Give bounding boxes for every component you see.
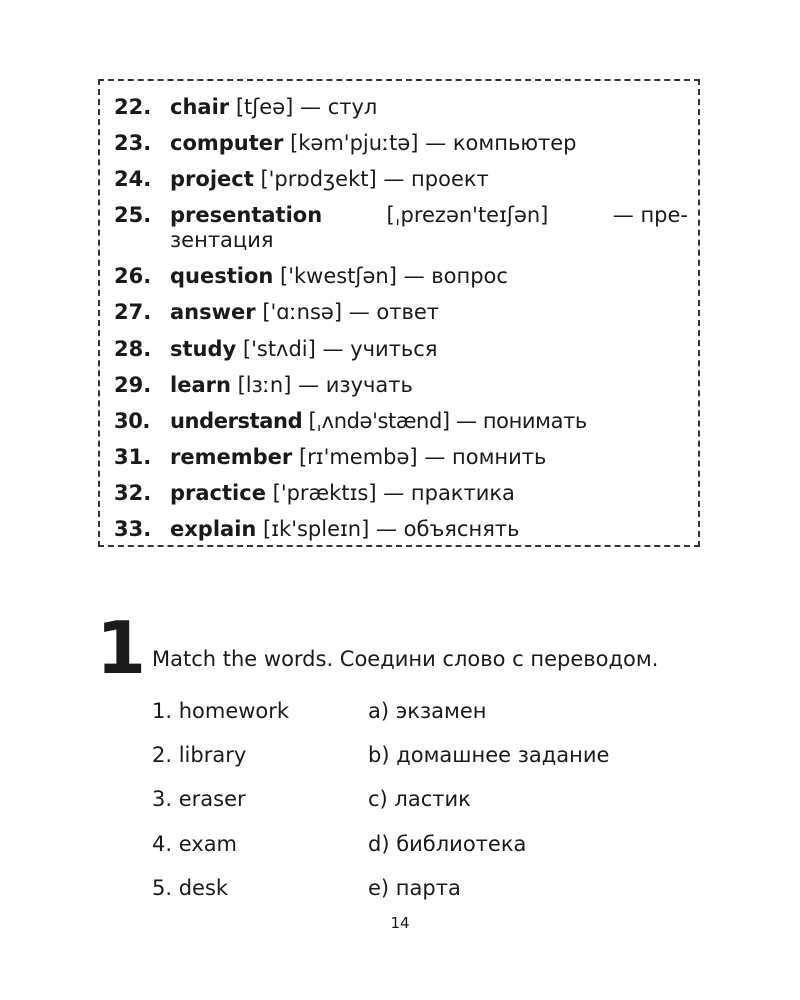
entry-word: practice	[170, 481, 266, 505]
vocab-entry	[114, 516, 519, 542]
entry-transcription: [rɪ'membə]	[298, 445, 418, 469]
vocab-entry	[114, 408, 587, 434]
match-item-right: d) библиотека	[368, 832, 527, 856]
entry-translation: — изучать	[298, 373, 413, 397]
vocab-entry	[114, 336, 437, 362]
entry-word: explain	[170, 517, 257, 541]
match-item-left: 2. library	[152, 743, 247, 767]
entry-number: 24.	[114, 167, 152, 191]
entry-translation: — пре-	[612, 203, 688, 227]
entry-word: study	[170, 337, 237, 361]
entry-translation: — объяснять	[375, 517, 520, 541]
entry-number: 29.	[114, 373, 152, 397]
entry-word: presentation	[170, 203, 323, 227]
entry-transcription: [ɪk'spleɪn]	[263, 517, 370, 541]
exercise-instruction: Match the words. Соедини слово с переводом.	[152, 647, 659, 671]
entry-number: 32.	[114, 481, 152, 505]
exercise-number: 1	[96, 606, 147, 690]
entry-translation: — вопрос	[403, 264, 508, 288]
entry-translation: — понимать	[455, 409, 587, 433]
entry-word: understand	[170, 409, 303, 433]
match-item-left: 4. exam	[152, 832, 238, 856]
entry-transcription: [ˌʌndə'stænd]	[308, 409, 450, 433]
vocab-entry	[114, 94, 377, 120]
entry-number: 30.	[114, 409, 151, 433]
entry-number: 33.	[114, 517, 152, 541]
entry-number: 25.	[114, 203, 152, 227]
entry-transcription: [lɜːn]	[237, 373, 292, 397]
entry-word: computer	[170, 131, 284, 155]
vocabulary-box	[98, 79, 700, 547]
match-item-left: 1. homework	[152, 699, 290, 723]
entry-word: learn	[170, 373, 231, 397]
vocab-entry	[114, 166, 489, 192]
entry-translation: — стул	[300, 95, 378, 119]
vocab-entry	[114, 202, 696, 252]
match-item-left: 5. desk	[152, 876, 229, 900]
entry-translation: — учиться	[322, 337, 438, 361]
entry-transcription: [ˌprezən'teɪʃən]	[386, 203, 549, 227]
entry-number: 23.	[114, 131, 152, 155]
match-item-right: c) ластик	[368, 787, 471, 811]
entry-transcription: [kəm'pjuːtə]	[290, 131, 419, 155]
match-item-right: e) парта	[368, 876, 461, 900]
entry-transcription: ['ɑːnsə]	[262, 300, 343, 324]
vocab-entry	[114, 444, 546, 470]
entry-transcription: [tʃeə]	[235, 95, 294, 119]
match-item-right: b) домашнее задание	[368, 743, 610, 767]
entry-translation: — ответ	[348, 300, 440, 324]
entry-translation-continued: зентация	[170, 228, 274, 252]
vocab-entry	[114, 480, 515, 506]
vocab-entry	[114, 130, 577, 156]
entry-number: 28.	[114, 337, 152, 361]
vocab-entry	[114, 372, 413, 398]
entry-number: 26.	[114, 264, 152, 288]
entry-translation: — компьютер	[425, 131, 577, 155]
match-item-right: a) экзамен	[368, 699, 487, 723]
match-item-left: 3. eraser	[152, 787, 246, 811]
page-number: 14	[390, 914, 410, 932]
vocab-entry	[114, 263, 508, 289]
entry-word: chair	[170, 95, 230, 119]
entry-transcription: ['præktɪs]	[272, 481, 377, 505]
entry-number: 22.	[114, 95, 152, 119]
entry-word: project	[170, 167, 254, 191]
entry-word: answer	[170, 300, 256, 324]
entry-transcription: ['stʌdi]	[242, 337, 316, 361]
entry-number: 31.	[114, 445, 152, 469]
entry-word: question	[170, 264, 274, 288]
entry-word: remember	[170, 445, 293, 469]
entry-translation: — практика	[383, 481, 515, 505]
entry-transcription: ['kwestʃən]	[280, 264, 397, 288]
entry-number: 27.	[114, 300, 152, 324]
entry-translation: — проект	[383, 167, 489, 191]
vocab-entry	[114, 299, 439, 325]
entry-translation: — помнить	[424, 445, 547, 469]
entry-transcription: ['prɒdʒekt]	[260, 167, 377, 191]
